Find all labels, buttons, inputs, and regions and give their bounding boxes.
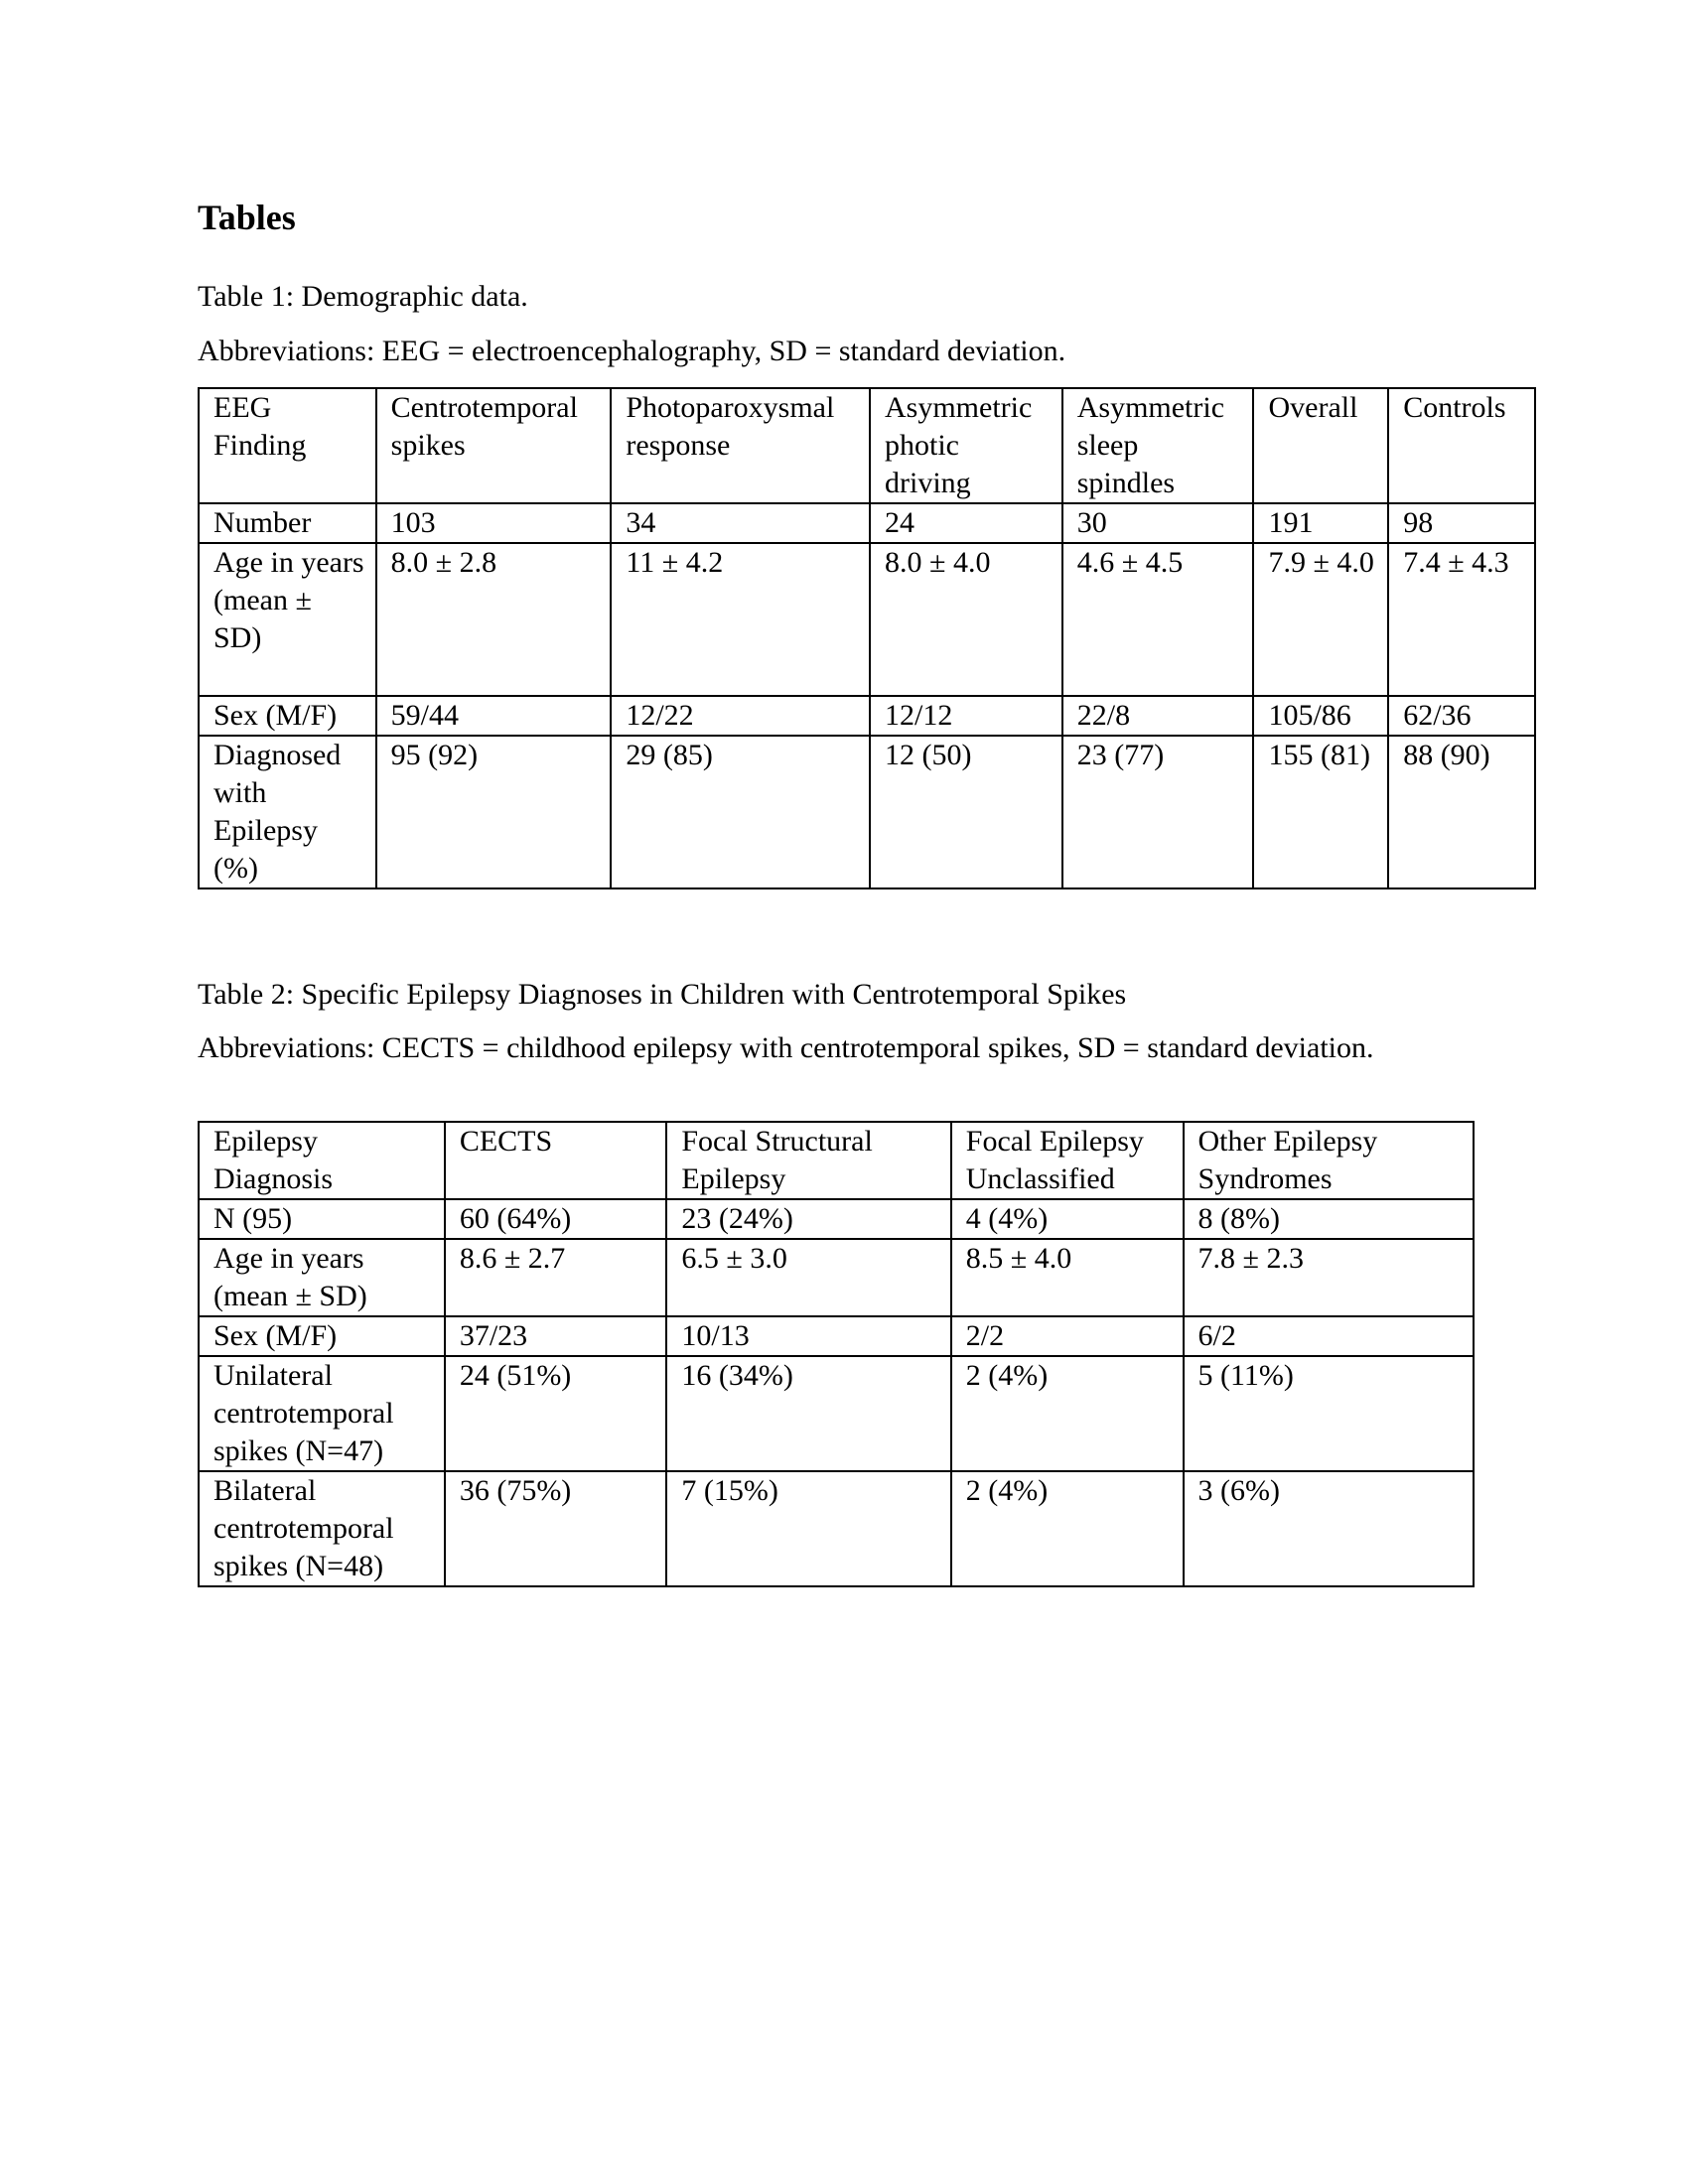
table-cell: 3 (6%) <box>1184 1471 1474 1586</box>
table-cell: 155 (81) <box>1253 736 1388 888</box>
table-cell: 60 (64%) <box>445 1199 667 1239</box>
header-cell: EEG Finding <box>199 388 376 503</box>
row-label: N (95) <box>199 1199 445 1239</box>
header-cell: Focal Epilepsy Unclassified <box>951 1122 1184 1199</box>
table-row <box>199 1356 1474 1471</box>
header-cell: Focal Structural Epilepsy <box>666 1122 950 1199</box>
table-cell: 37/23 <box>445 1316 667 1356</box>
epilepsy-diagnoses-table <box>198 1121 1475 1587</box>
header-cell: Other Epilepsy Syndromes <box>1184 1122 1474 1199</box>
table-cell: 10/13 <box>666 1316 950 1356</box>
table-row <box>199 736 1535 888</box>
table-cell: 24 <box>870 503 1062 543</box>
header-cell: Epilepsy Diagnosis <box>199 1122 445 1199</box>
table-cell: 36 (75%) <box>445 1471 667 1586</box>
table-header-row <box>199 388 1535 503</box>
table2-abbreviations: Abbreviations: CECTS = childhood epilepsy with centrotemporal spikes, SD = standard deviation. <box>198 1031 1374 1064</box>
table-cell: 4 (4%) <box>951 1199 1184 1239</box>
header-cell: Asymmetric photic driving <box>870 388 1062 503</box>
table-cell: 7.4 ± 4.3 <box>1388 543 1535 696</box>
row-label: Diagnosed with Epilepsy (%) <box>199 736 376 888</box>
table-cell: 22/8 <box>1062 696 1254 736</box>
table-cell: 62/36 <box>1388 696 1535 736</box>
table-cell: 5 (11%) <box>1184 1356 1474 1471</box>
table-row <box>199 503 1535 543</box>
table-row <box>199 543 1535 696</box>
page-heading: Tables <box>198 198 296 237</box>
row-label: Sex (M/F) <box>199 696 376 736</box>
table-cell: 98 <box>1388 503 1535 543</box>
table-cell: 12/22 <box>611 696 870 736</box>
table-cell: 8.6 ± 2.7 <box>445 1239 667 1316</box>
header-cell: Centrotemporal spikes <box>376 388 612 503</box>
row-label: Sex (M/F) <box>199 1316 445 1356</box>
row-label: Age in years (mean ± SD) <box>199 543 376 696</box>
table-row <box>199 1471 1474 1586</box>
table-cell: 34 <box>611 503 870 543</box>
table-cell: 11 ± 4.2 <box>611 543 870 696</box>
table-cell: 16 (34%) <box>666 1356 950 1471</box>
table-cell: 24 (51%) <box>445 1356 667 1471</box>
table-cell: 95 (92) <box>376 736 612 888</box>
table-cell: 7 (15%) <box>666 1471 950 1586</box>
table-cell: 8 (8%) <box>1184 1199 1474 1239</box>
table1-abbreviations: Abbreviations: EEG = electroencephalography, SD = standard deviation. <box>198 335 1066 367</box>
table2-title: Table 2: Specific Epilepsy Diagnoses in Children with Centrotemporal Spikes <box>198 978 1127 1011</box>
table-cell: 23 (24%) <box>666 1199 950 1239</box>
table-cell: 8.0 ± 4.0 <box>870 543 1062 696</box>
header-cell: Controls <box>1388 388 1535 503</box>
table-cell: 2 (4%) <box>951 1471 1184 1586</box>
header-cell: CECTS <box>445 1122 667 1199</box>
row-label: Unilateral centrotemporal spikes (N=47) <box>199 1356 445 1471</box>
table-cell: 29 (85) <box>611 736 870 888</box>
demographic-table <box>198 387 1536 889</box>
table-cell: 8.5 ± 4.0 <box>951 1239 1184 1316</box>
row-label: Bilateral centrotemporal spikes (N=48) <box>199 1471 445 1586</box>
table-cell: 12 (50) <box>870 736 1062 888</box>
table-row <box>199 1199 1474 1239</box>
header-cell: Overall <box>1253 388 1388 503</box>
table-cell: 6/2 <box>1184 1316 1474 1356</box>
table-header-row <box>199 1122 1474 1199</box>
header-cell: Asymmetric sleep spindles <box>1062 388 1254 503</box>
table-cell: 59/44 <box>376 696 612 736</box>
table-cell: 23 (77) <box>1062 736 1254 888</box>
table-row <box>199 696 1535 736</box>
table-cell: 2 (4%) <box>951 1356 1184 1471</box>
table-row <box>199 1239 1474 1316</box>
table-row <box>199 1316 1474 1356</box>
row-label: Number <box>199 503 376 543</box>
table-cell: 7.9 ± 4.0 <box>1253 543 1388 696</box>
table-cell: 6.5 ± 3.0 <box>666 1239 950 1316</box>
table-cell: 4.6 ± 4.5 <box>1062 543 1254 696</box>
table-cell: 2/2 <box>951 1316 1184 1356</box>
table-cell: 105/86 <box>1253 696 1388 736</box>
header-cell: Photoparoxysmal response <box>611 388 870 503</box>
table-cell: 8.0 ± 2.8 <box>376 543 612 696</box>
table-cell: 7.8 ± 2.3 <box>1184 1239 1474 1316</box>
table-cell: 88 (90) <box>1388 736 1535 888</box>
table-cell: 12/12 <box>870 696 1062 736</box>
table-cell: 103 <box>376 503 612 543</box>
row-label: Age in years (mean ± SD) <box>199 1239 445 1316</box>
table-cell: 191 <box>1253 503 1388 543</box>
table-cell: 30 <box>1062 503 1254 543</box>
table1-title: Table 1: Demographic data. <box>198 280 528 313</box>
